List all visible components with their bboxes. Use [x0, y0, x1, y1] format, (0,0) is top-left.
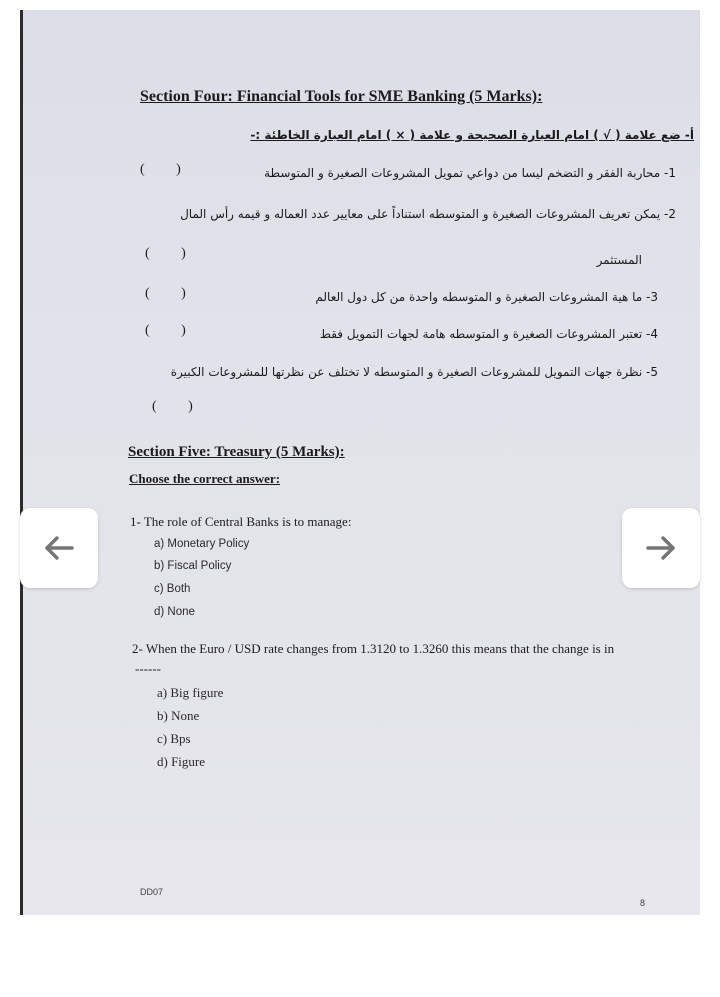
arrow-left-icon [42, 531, 76, 565]
next-button[interactable] [622, 508, 700, 588]
section-five-title: Section Five: Treasury (5 Marks): [128, 444, 345, 460]
previous-button[interactable] [20, 508, 98, 588]
document-photo [20, 10, 700, 915]
answer-blank-3[interactable]: ( ) [145, 286, 200, 301]
answer-blank-4[interactable]: ( ) [145, 323, 200, 338]
true-false-item-1: 1- محاربة الفقر و التضخم ليسا من دواعي تمويل المشروعات الصغيرة و المتوسطة [264, 166, 676, 180]
answer-blank-1[interactable]: ( ) [140, 162, 195, 177]
footer-code: DD07 [140, 887, 164, 897]
exam-page [20, 10, 700, 915]
true-false-item-4: 4- تعتبر المشروعات الصغيرة و المتوسطه هامة لجهات التمويل فقط [319, 327, 658, 341]
q2-option-a[interactable]: a) Big figure [157, 685, 224, 700]
true-false-item-2: 2- يمكن تعريف المشروعات الصغيرة و المتوسطه استناداً على معايير عدد العماله و قيمه رأس المال [180, 207, 676, 221]
section-four-instruction: أ- ضع علامة ( √ ) امام العبارة الصحيحة و علامة ( × ) امام العبارة الخاطئة :- [250, 128, 694, 142]
question-2: 2- When the Euro / USD rate changes from 1.3120 to 1.3260 this means that the change is in [132, 641, 615, 656]
q1-option-a[interactable]: a) Monetary Policy [154, 538, 250, 550]
footer-page-number: 8 [640, 898, 646, 908]
true-false-item-3: 3- ما هية المشروعات الصغيرة و المتوسطه واحدة من كل دول العالم [315, 290, 658, 304]
q2-option-d[interactable]: d) Figure [157, 754, 206, 769]
question-2-blank: ------ [135, 661, 161, 676]
answer-blank-2[interactable]: ( ) [145, 246, 200, 261]
q2-option-c[interactable]: c) Bps [157, 731, 191, 746]
true-false-item-2-continued: المستثمر [596, 253, 642, 267]
answer-blank-5[interactable]: ( ) [152, 399, 207, 414]
question-1: 1- The role of Central Banks is to manage: [130, 514, 352, 529]
q1-option-b[interactable]: b) Fiscal Policy [154, 560, 232, 572]
q1-option-d[interactable]: d) None [154, 606, 195, 618]
arrow-right-icon [644, 531, 678, 565]
section-five-instruction: Choose the correct answer: [129, 471, 281, 486]
section-four-title: Section Four: Financial Tools for SME Banking (5 Marks): [140, 88, 543, 105]
q1-option-c[interactable]: c) Both [154, 583, 191, 595]
q2-option-b[interactable]: b) None [157, 708, 200, 723]
true-false-item-5: 5- نظرة جهات التمويل للمشروعات الصغيرة و المتوسطه لا تختلف عن نظرتها للمشروعات الكبيرة [170, 365, 658, 379]
